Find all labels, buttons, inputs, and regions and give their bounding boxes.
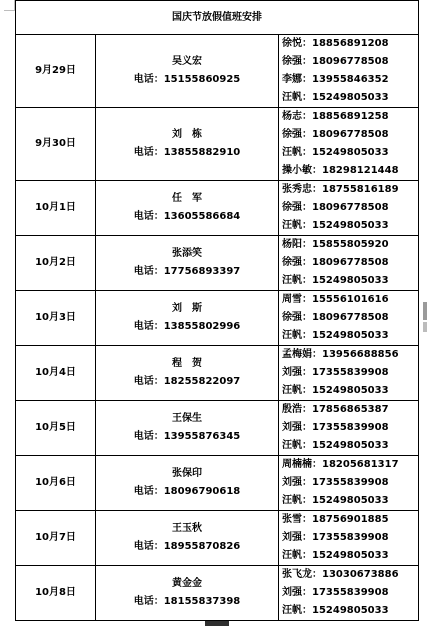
leader-phone: 电话：15155860925 bbox=[133, 74, 241, 85]
staff-contact: 汪帆：15249805033 bbox=[282, 220, 389, 231]
staff-contact: 徐强：18096778508 bbox=[282, 312, 389, 323]
schedule-row bbox=[16, 236, 419, 291]
leader-name: 张添笑 bbox=[172, 248, 202, 259]
staff-contact: 刘强：17355839908 bbox=[282, 587, 389, 598]
duty-date: 10月7日 bbox=[16, 511, 96, 566]
schedule-row bbox=[16, 108, 419, 181]
duty-date: 10月3日 bbox=[16, 291, 96, 346]
staff-contact: 汪帆：15249805033 bbox=[282, 92, 389, 103]
staff-contact: 汪帆：15249805033 bbox=[282, 330, 389, 341]
leader-name: 张保印 bbox=[172, 468, 202, 479]
page-bottom-mark bbox=[205, 621, 229, 626]
staff-contact: 汪帆：15249805033 bbox=[282, 550, 389, 561]
leader-phone: 电话：17756893397 bbox=[133, 266, 241, 277]
duty-date: 9月29日 bbox=[16, 35, 96, 108]
leader-phone: 电话：13605586684 bbox=[133, 211, 241, 222]
staff-contact: 刘强：17355839908 bbox=[282, 367, 389, 378]
leader-phone: 电话：18096790618 bbox=[133, 486, 241, 497]
staff-cell bbox=[279, 401, 419, 456]
staff-cell bbox=[279, 346, 419, 401]
staff-contact: 张秀忠：18755816189 bbox=[282, 184, 399, 195]
staff-contact: 张飞龙：13030673886 bbox=[282, 569, 399, 580]
staff-contact: 操小敏：18298121448 bbox=[282, 165, 399, 176]
leader-name: 王保生 bbox=[172, 413, 202, 424]
staff-contact: 刘强：17355839908 bbox=[282, 532, 389, 543]
leader-cell bbox=[96, 456, 279, 511]
leader-phone: 电话：18155837398 bbox=[133, 596, 241, 607]
schedule-row bbox=[16, 346, 419, 401]
scroll-marker bbox=[423, 302, 427, 320]
leader-phone: 电话：13855802996 bbox=[133, 321, 241, 332]
staff-cell bbox=[279, 511, 419, 566]
staff-cell bbox=[279, 35, 419, 108]
staff-cell bbox=[279, 236, 419, 291]
schedule-row bbox=[16, 456, 419, 511]
staff-cell bbox=[279, 566, 419, 621]
leader-name: 王玉秋 bbox=[172, 523, 202, 534]
scroll-marker-secondary bbox=[423, 322, 427, 332]
leader-cell bbox=[96, 181, 279, 236]
duty-date: 10月1日 bbox=[16, 181, 96, 236]
staff-contact: 张雪：18756901885 bbox=[282, 514, 389, 525]
schedule-row bbox=[16, 511, 419, 566]
staff-contact: 周楠楠：18205681317 bbox=[282, 459, 399, 470]
schedule-row bbox=[16, 181, 419, 236]
duty-date: 10月6日 bbox=[16, 456, 96, 511]
leader-name: 吴义宏 bbox=[172, 56, 202, 67]
staff-contact: 杨志：18856891258 bbox=[282, 111, 389, 122]
leader-cell bbox=[96, 291, 279, 346]
duty-date: 9月30日 bbox=[16, 108, 96, 181]
page-corner-mark bbox=[4, 0, 15, 11]
leader-phone: 电话：18255822097 bbox=[133, 376, 241, 387]
leader-cell bbox=[96, 35, 279, 108]
table-title: 国庆节放假值班安排 bbox=[16, 1, 419, 35]
staff-contact: 徐强：18096778508 bbox=[282, 257, 389, 268]
leader-cell bbox=[96, 511, 279, 566]
leader-name: 黄金金 bbox=[172, 578, 202, 589]
staff-cell bbox=[279, 108, 419, 181]
staff-contact: 汪帆：15249805033 bbox=[282, 605, 389, 616]
staff-contact: 汪帆：15249805033 bbox=[282, 440, 389, 451]
staff-contact: 刘强：17355839908 bbox=[282, 477, 389, 488]
duty-date: 10月8日 bbox=[16, 566, 96, 621]
duty-date: 10月4日 bbox=[16, 346, 96, 401]
schedule-row bbox=[16, 35, 419, 108]
staff-contact: 徐强：18096778508 bbox=[282, 56, 389, 67]
staff-contact: 孟梅娟：13956688856 bbox=[282, 349, 399, 360]
staff-contact: 殷浩：17856865387 bbox=[282, 404, 389, 415]
schedule-row bbox=[16, 566, 419, 621]
staff-contact: 刘强：17355839908 bbox=[282, 422, 389, 433]
staff-contact: 徐悦：18856891208 bbox=[282, 38, 389, 49]
leader-cell bbox=[96, 346, 279, 401]
leader-name: 刘 斯 bbox=[172, 303, 202, 314]
duty-date: 10月2日 bbox=[16, 236, 96, 291]
leader-cell bbox=[96, 566, 279, 621]
leader-cell bbox=[96, 108, 279, 181]
staff-contact: 李娜：13955846352 bbox=[282, 74, 389, 85]
schedule-row bbox=[16, 401, 419, 456]
leader-cell bbox=[96, 236, 279, 291]
leader-phone: 电话：13955876345 bbox=[133, 431, 241, 442]
staff-cell bbox=[279, 181, 419, 236]
leader-phone: 电话：13855882910 bbox=[133, 147, 241, 158]
staff-contact: 汪帆：15249805033 bbox=[282, 385, 389, 396]
duty-schedule-table bbox=[15, 0, 419, 621]
staff-contact: 杨阳：15855805920 bbox=[282, 239, 389, 250]
staff-contact: 汪帆：15249805033 bbox=[282, 147, 389, 158]
schedule-row bbox=[16, 291, 419, 346]
staff-contact: 汪帆：15249805033 bbox=[282, 495, 389, 506]
leader-cell bbox=[96, 401, 279, 456]
staff-cell bbox=[279, 456, 419, 511]
staff-cell bbox=[279, 291, 419, 346]
staff-contact: 周雪：15556101616 bbox=[282, 294, 389, 305]
leader-name: 刘 栋 bbox=[172, 129, 202, 140]
staff-contact: 汪帆：15249805033 bbox=[282, 275, 389, 286]
leader-phone: 电话：18955870826 bbox=[133, 541, 241, 552]
leader-name: 程 贺 bbox=[172, 358, 202, 369]
leader-name: 任 军 bbox=[172, 193, 202, 204]
staff-contact: 徐强：18096778508 bbox=[282, 202, 389, 213]
title-row bbox=[16, 1, 419, 35]
staff-contact: 徐强：18096778508 bbox=[282, 129, 389, 140]
duty-date: 10月5日 bbox=[16, 401, 96, 456]
